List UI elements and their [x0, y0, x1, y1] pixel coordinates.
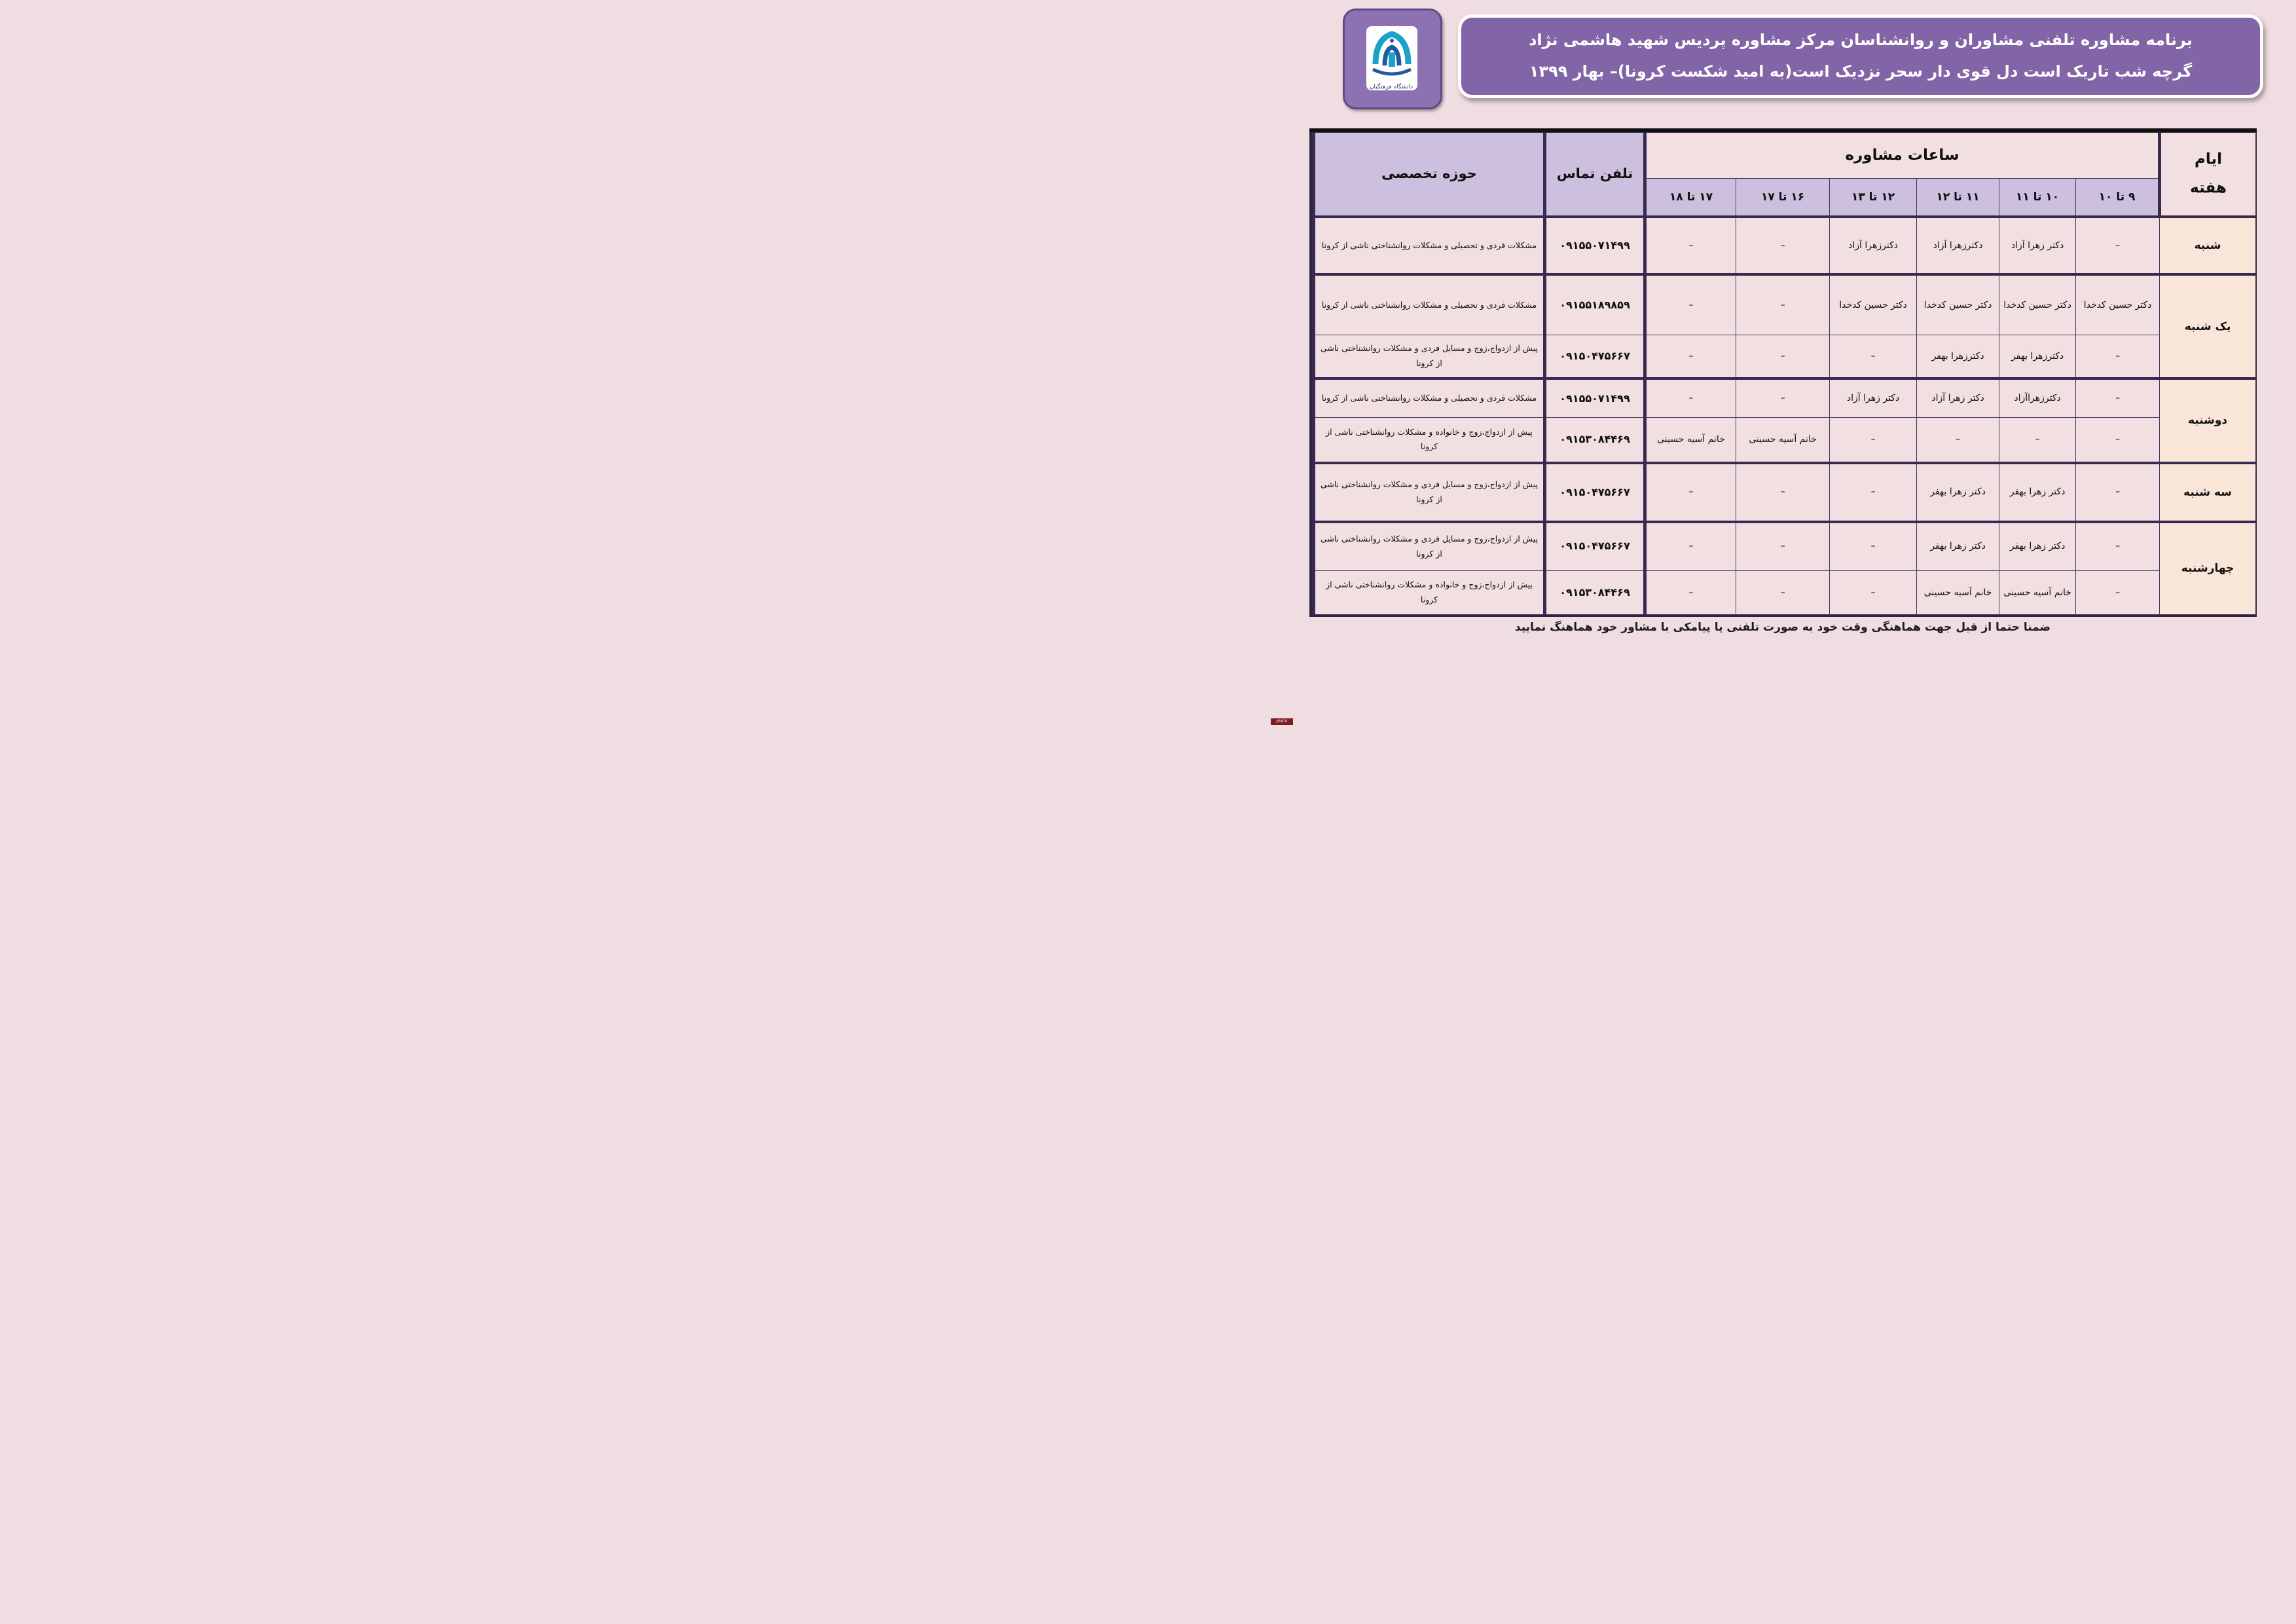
slot-cell: خانم آسیه حسینی — [1999, 570, 2076, 614]
phone-cell: ۰۹۱۵۵۰۷۱۴۹۹ — [1545, 217, 1645, 275]
slot-cell: – — [2076, 335, 2160, 378]
header-banner — [1458, 14, 2263, 98]
slot-cell: دکتر حسین کدخدا — [2076, 274, 2160, 335]
day-cell: یک شنبه — [2160, 274, 2256, 378]
slot-cell: دکتر زهرا آزاد — [1999, 217, 2076, 275]
page-subtitle: گرچه شب تاریک است دل قوی دار سحر نزدیک است(به امید شکست کرونا)– بهار ۱۳۹۹ — [1529, 62, 2193, 81]
slot-header: ۱۲ تا ۱۳ — [1830, 179, 1917, 217]
footer-note: ضمنا حتما از قبل جهت هماهنگی وقت خود به صورت تلفنی یا پیامکی با مشاور خود هماهنگ نمایید — [1514, 621, 2051, 634]
area-cell: پیش از ازدواج،زوج و مسایل فردی و مشکلات روانشناختی ناشی از کرونا — [1314, 522, 1545, 570]
slot-cell: – — [1736, 378, 1830, 417]
area-cell: پیش از ازدواج،زوج و مسایل فردی و مشکلات روانشناختی ناشی از کرونا — [1314, 463, 1545, 522]
slot-cell: دکترزهرا بهفر — [1917, 335, 1999, 378]
slot-cell: – — [1645, 522, 1736, 570]
slot-cell: – — [1830, 522, 1917, 570]
day-cell: سه شنبه — [2160, 463, 2256, 522]
slot-cell: – — [1645, 378, 1736, 417]
slot-cell: دکتر حسین کدخدا — [1830, 274, 1917, 335]
slot-cell: دکترزهراآزاد — [1999, 378, 2076, 417]
phone-cell: ۰۹۱۵۳۰۸۴۴۶۹ — [1545, 570, 1645, 614]
slot-cell: خانم آسیه حسینی — [1645, 418, 1736, 463]
header-phone: تلفن تماس — [1545, 133, 1645, 217]
slot-cell: – — [1736, 274, 1830, 335]
area-cell: مشکلات فردی و تحصیلی و مشکلات روانشناختی ناشی از کرونا — [1314, 274, 1545, 335]
day-cell: چهارشنبه — [2160, 522, 2256, 615]
area-cell: پیش از ازدواج،زوج و خانواده و مشکلات روانشناختی ناشی از کرونا — [1314, 570, 1545, 614]
slot-cell: دکتر زهرا آزاد — [1917, 378, 1999, 417]
slot-cell: – — [2076, 522, 2160, 570]
slot-cell: – — [2076, 418, 2160, 463]
slot-cell: دکتر حسین کدخدا — [1917, 274, 1999, 335]
slot-cell: – — [1736, 217, 1830, 275]
phone-cell: ۰۹۱۵۰۴۷۵۶۶۷ — [1545, 463, 1645, 522]
watermark: phd.ir — [1271, 718, 1293, 725]
slot-cell: خانم آسیه حسینی — [1917, 570, 1999, 614]
slot-cell: – — [1645, 335, 1736, 378]
slot-cell: – — [2076, 378, 2160, 417]
slot-cell: دکترزهرا آزاد — [1917, 217, 1999, 275]
slot-cell: دکترزهرا آزاد — [1830, 217, 1917, 275]
day-cell: دوشنبه — [2160, 378, 2256, 463]
phone-cell: ۰۹۱۵۳۰۸۴۴۶۹ — [1545, 418, 1645, 463]
slot-header: ۱۶ تا ۱۷ — [1736, 179, 1830, 217]
slot-cell: – — [1999, 418, 2076, 463]
slot-cell: – — [1830, 335, 1917, 378]
slot-cell: – — [2076, 570, 2160, 614]
slot-cell: – — [1736, 463, 1830, 522]
phone-cell: ۰۹۱۵۰۴۷۵۶۶۷ — [1545, 522, 1645, 570]
slot-cell: – — [1736, 570, 1830, 614]
header-days — [2160, 133, 2256, 217]
logo-caption: دانشگاه فرهنگیان — [1369, 84, 1413, 90]
slot-cell: – — [1736, 522, 1830, 570]
phone-cell: ۰۹۱۵۵۰۷۱۴۹۹ — [1545, 378, 1645, 417]
slot-cell: – — [1645, 463, 1736, 522]
phone-cell: ۰۹۱۵۵۱۸۹۸۵۹ — [1545, 274, 1645, 335]
header-days-line1: ایام — [2195, 151, 2223, 168]
slot-cell: – — [1736, 335, 1830, 378]
header-days-line2: هفته — [2190, 179, 2227, 196]
slot-cell: – — [1645, 274, 1736, 335]
header-hours: ساعات مشاوره — [1645, 133, 2160, 179]
slot-cell: دکتر زهرا بهفر — [1999, 463, 2076, 522]
slot-cell: – — [1645, 217, 1736, 275]
slot-cell: – — [1645, 570, 1736, 614]
schedule-table-frame — [1309, 128, 2257, 617]
page-title: برنامه مشاوره تلفنی مشاوران و روانشناسان مرکز مشاوره پردیس شهید هاشمی نژاد — [1529, 31, 2193, 50]
area-cell: پیش از ازدواج،زوج و خانواده و مشکلات روانشناختی ناشی از کرونا — [1314, 418, 1545, 463]
phone-cell: ۰۹۱۵۰۴۷۵۶۶۷ — [1545, 335, 1645, 378]
slot-header: ۹ تا ۱۰ — [2076, 179, 2160, 217]
university-logo-icon — [1366, 26, 1417, 90]
slot-cell: دکتر زهرا آزاد — [1830, 378, 1917, 417]
slot-cell: دکتر زهرا بهفر — [1999, 522, 2076, 570]
slot-cell: دکتر زهرا بهفر — [1917, 463, 1999, 522]
slot-cell: خانم آسیه حسینی — [1736, 418, 1830, 463]
slot-header: ۱۱ تا ۱۲ — [1917, 179, 1999, 217]
slot-cell: – — [1830, 570, 1917, 614]
day-cell: شنبه — [2160, 217, 2256, 275]
slot-header: ۱۰ تا ۱۱ — [1999, 179, 2076, 217]
schedule-table — [1312, 132, 2256, 615]
area-cell: مشکلات فردی و تحصیلی و مشکلات روانشناختی ناشی از کرونا — [1314, 378, 1545, 417]
logo-box — [1343, 9, 1442, 109]
slot-cell: دکتر زهرا بهفر — [1917, 522, 1999, 570]
slot-cell: – — [2076, 217, 2160, 275]
slot-cell: – — [2076, 463, 2160, 522]
header-area: حوزه تخصصی — [1314, 133, 1545, 217]
area-cell: پیش از ازدواج،زوج و مسایل فردی و مشکلات روانشناختی ناشی از کرونا — [1314, 335, 1545, 378]
slot-cell: – — [1830, 463, 1917, 522]
slot-header: ۱۷ تا ۱۸ — [1645, 179, 1736, 217]
slot-cell: – — [1917, 418, 1999, 463]
slot-cell: دکتر حسین کدخدا — [1999, 274, 2076, 335]
slot-cell: دکترزهرا بهفر — [1999, 335, 2076, 378]
area-cell: مشکلات فردی و تحصیلی و مشکلات روانشناختی ناشی از کرونا — [1314, 217, 1545, 275]
slot-cell: – — [1830, 418, 1917, 463]
